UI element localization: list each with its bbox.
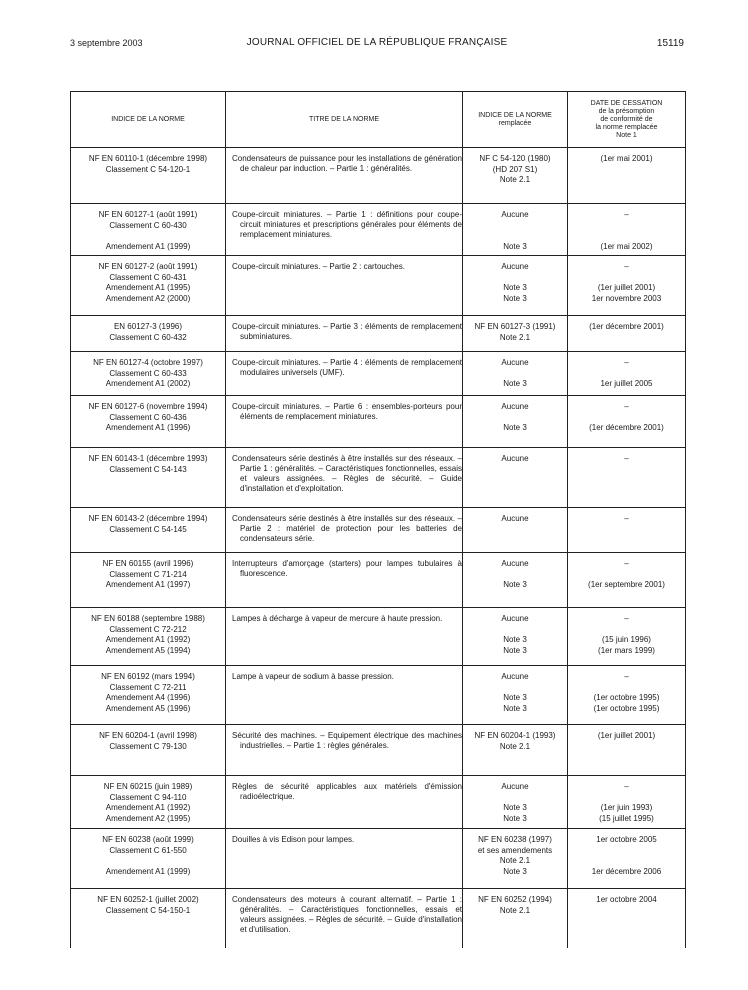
cell-line: (1er septembre 2001) [588, 580, 665, 589]
cell-line: NF EN 60238 (août 1999) [102, 835, 194, 844]
cell-line: Note 3 [503, 379, 527, 388]
cell-line: Aucune [501, 614, 529, 623]
cell-line: (1er décembre 2001) [589, 423, 664, 432]
th-titre [226, 92, 462, 147]
cell-line: Amendement A1 (1999) [105, 866, 191, 876]
cell-line: Note 3 [503, 293, 527, 303]
table-row [71, 724, 685, 775]
publication-date: 3 septembre 2003 [70, 38, 143, 48]
table-row [71, 888, 685, 948]
th-indice [71, 92, 225, 147]
header-label: remplacée [498, 119, 532, 127]
cell-line: (15 juin 1996) [602, 635, 651, 644]
cell-line: NF EN 60127-2 (août 1991) [98, 262, 198, 271]
cell-line: Classement C 60-436 [109, 412, 187, 422]
cell-titre [232, 154, 462, 174]
th-cessation [568, 92, 685, 147]
cell-line: Amendement A1 (1997) [105, 580, 191, 589]
cell-line: (1er mai 2002) [600, 241, 653, 251]
table-row [71, 147, 685, 203]
cell-line: Note 3 [503, 580, 527, 589]
cell-line: Aucune [501, 782, 529, 791]
cell-line: Classement C 54-143 [109, 464, 187, 474]
header-label: INDICE DE LA NORME [111, 115, 185, 123]
cell-line: Aucune [501, 402, 529, 411]
cell-line: 1er novembre 2003 [591, 293, 662, 303]
cell-line: Note 2.1 [499, 856, 531, 865]
cell-line: EN 60127-3 (1996) [113, 322, 183, 331]
cell-line: (15 juillet 1995) [599, 813, 654, 823]
cell-line: – [624, 262, 629, 271]
cell-line: Amendement A4 (1996) [105, 693, 191, 702]
cell-line: (HD 207 S1) [492, 164, 538, 174]
table-row [71, 665, 685, 724]
table-header [71, 92, 685, 147]
cell-titre [232, 835, 462, 845]
cell-line: – [624, 672, 629, 681]
cell-text: Coupe-circuit miniatures. – Partie 6 : ensembles-porteurs pour éléments de remplacement miniatures. [232, 402, 462, 421]
cell-text: Douilles à vis Edison pour lampes. [232, 835, 355, 844]
standards-table [70, 91, 686, 948]
cell-line: NF EN 60204-1 (1993) [474, 731, 556, 740]
cell-line: Note 3 [503, 283, 527, 292]
th-remplacee [463, 92, 567, 147]
cell-line: Classement C 94-110 [109, 792, 187, 802]
cell-line: Note 2.1 [499, 905, 531, 915]
cell-line: Note 3 [503, 866, 527, 876]
cell-line: NF EN 60155 (avril 1996) [102, 559, 194, 568]
cell-text: Lampes à décharge à vapeur de mercure à haute pression. [232, 614, 443, 623]
table-row [71, 203, 685, 255]
cell-line: NF EN 60192 (mars 1994) [101, 672, 195, 681]
cell-line: 1er octobre 2004 [596, 895, 657, 904]
cell-line: NF EN 60143-2 (décembre 1994) [88, 514, 208, 523]
cell-line: Amendement A1 (1992) [105, 635, 191, 644]
cell-line: Note 3 [503, 635, 527, 644]
cell-line: Classement C 54-145 [109, 524, 187, 534]
cell-line: – [624, 454, 629, 463]
cell-line: – [624, 614, 629, 623]
table-row [71, 255, 685, 315]
cell-text: Interrupteurs d'amorçage (starters) pour lampes tubulaires à fluorescence. [232, 559, 462, 578]
cell-titre [232, 895, 462, 935]
table-row [71, 315, 685, 351]
cell-line: NF EN 60127-3 (1991) [474, 322, 556, 331]
cell-line: Aucune [501, 514, 529, 523]
cell-line: Classement C 60-432 [109, 332, 187, 342]
table-row [71, 775, 685, 828]
cell-line: NF EN 60204-1 (avril 1998) [99, 731, 197, 740]
cell-line: (1er juillet 2001) [597, 731, 656, 740]
cell-titre [232, 358, 462, 378]
cell-line: Classement C 72-212 [109, 624, 187, 634]
cell-text: Coupe-circuit miniatures. – Partie 3 : éléments de remplacement subminiatures. [232, 322, 462, 341]
cell-line: Classement C 54-120-1 [105, 164, 191, 174]
cell-line: (1er mai 2001) [600, 154, 653, 163]
cell-line: Note 3 [503, 813, 527, 823]
cell-line: Note 2.1 [499, 332, 531, 342]
cell-line: Amendement A1 (1999) [105, 241, 191, 251]
cell-line: Note 3 [503, 703, 527, 713]
cell-line: Aucune [501, 454, 529, 463]
cell-line: Note 3 [503, 645, 527, 655]
cell-line: Aucune [501, 559, 529, 568]
cell-line: NF EN 60238 (1997) [478, 835, 552, 844]
cell-line: Note 3 [503, 241, 527, 251]
cell-titre [232, 454, 462, 494]
cell-titre [232, 402, 462, 422]
cell-line: (1er juin 1993) [600, 803, 653, 812]
header-label: Note 1 [616, 131, 637, 139]
cell-titre [232, 672, 462, 682]
table-row [71, 607, 685, 665]
cell-line: (1er mars 1999) [598, 645, 655, 655]
cell-line: Amendement A5 (1996) [105, 703, 191, 713]
table-row [71, 351, 685, 395]
cell-line: – [624, 358, 629, 367]
cell-line: – [624, 210, 629, 219]
cell-line: NF EN 60215 (juin 1989) [103, 782, 193, 791]
cell-line: et ses amendements [477, 845, 553, 855]
journal-title: JOURNAL OFFICIEL DE LA RÉPUBLIQUE FRANÇAISE [246, 37, 508, 48]
cell-line: Classement C 72-211 [109, 682, 187, 692]
cell-line: Classement C 61-550 [109, 845, 187, 855]
page-number: 15119 [656, 38, 684, 49]
table-row [71, 395, 685, 447]
cell-text: Condensateurs série destinés à être installés sur des réseaux. – Partie 1 : généralités. – Caractéristiques fonctionnelles, essais et valeurs assignées. – Règles de sécurité. – Guide d'installation et d'exploitation. [232, 454, 462, 493]
cell-line: NF EN 60188 (septembre 1988) [91, 614, 205, 623]
cell-line: NF EN 60143-1 (décembre 1993) [88, 454, 208, 463]
table-row [71, 507, 685, 552]
cell-titre [232, 514, 462, 544]
cell-line: Amendement A1 (2002) [105, 379, 191, 388]
cell-line: – [624, 514, 629, 523]
cell-line: NF EN 60127-6 (novembre 1994) [88, 402, 208, 411]
header-label: de conformité de [600, 115, 653, 123]
cell-line: 1er octobre 2005 [596, 835, 657, 844]
header-label: DATE DE CESSATION [590, 99, 663, 107]
cell-line: Amendement A2 (1995) [105, 813, 191, 823]
cell-line: Amendement A1 (1992) [105, 803, 191, 812]
cell-line: 1er décembre 2006 [591, 866, 662, 876]
cell-line: (1er décembre 2001) [589, 322, 664, 331]
cell-line: Aucune [501, 210, 529, 219]
cell-line: NF EN 60252-1 (juillet 2002) [97, 895, 199, 904]
cell-line: Amendement A2 (2000) [105, 293, 191, 303]
cell-text: Coupe-circuit miniatures. – Partie 4 : éléments de remplacement modulaires universels (UMF). [232, 358, 462, 377]
cell-line: Aucune [501, 358, 529, 367]
cell-line: (1er octobre 1995) [593, 693, 660, 702]
table-row [71, 828, 685, 888]
cell-text: Coupe-circuit miniatures. – Partie 2 : cartouches. [232, 262, 405, 271]
cell-line: Classement C 79-130 [109, 741, 187, 751]
cell-line: Note 2.1 [499, 741, 531, 751]
table-row [71, 447, 685, 507]
cell-line: NF EN 60252 (1994) [478, 895, 552, 904]
cell-line: Note 3 [503, 423, 527, 432]
cell-line: – [624, 782, 629, 791]
cell-line: NF C 54-120 (1980) [479, 154, 551, 163]
header-label: INDICE DE LA NORME [478, 111, 552, 119]
cell-titre [232, 559, 462, 579]
cell-line: Classement C 60-433 [109, 368, 187, 378]
running-header [70, 38, 684, 52]
cell-text: Condensateurs série destinés à être installés sur des réseaux. – Partie 2 : matériel de protection pour les batteries de condensateurs série. [232, 514, 462, 543]
table-row [71, 552, 685, 607]
cell-line: (1er octobre 1995) [593, 703, 660, 713]
cell-line: Classement C 60-430 [109, 220, 187, 230]
cell-line: (1er juillet 2001) [597, 283, 656, 292]
cell-text: Condensateurs de puissance pour les installations de génération de chaleur par induction. – Partie 1 : généralités. [232, 154, 462, 173]
cell-text: Condensateurs des moteurs à courant alternatif. – Partie 1 : généralités. – Caractéristiques fonctionnelles, essais et valeurs assignées. – Règles de sécurité. – Guide d'installation et d'utilisation. [232, 895, 462, 934]
cell-line: Aucune [501, 262, 529, 271]
cell-line: 1er juillet 2005 [600, 379, 653, 388]
cell-line: – [624, 559, 629, 568]
cell-line: Amendement A1 (1996) [105, 423, 191, 432]
cell-line: NF EN 60127-1 (août 1991) [98, 210, 198, 219]
cell-line: NF EN 60127-4 (octobre 1997) [93, 358, 203, 367]
cell-text: Sécurité des machines. – Equipement électrique des machines industrielles. – Partie 1 : règles générales. [232, 731, 462, 750]
cell-titre [232, 322, 462, 342]
cell-line: Note 2.1 [499, 175, 531, 184]
cell-text: Coupe-circuit miniatures. – Partie 1 : définitions pour coupe-circuit miniatures et prescriptions générales pour éléments de remplacement miniatures. [232, 210, 462, 239]
cell-line: – [624, 402, 629, 411]
cell-titre [232, 262, 462, 272]
cell-line: Classement C 71-214 [109, 569, 187, 579]
cell-titre [232, 731, 462, 751]
header-label: la norme remplacée [595, 123, 658, 131]
cell-titre [232, 782, 462, 802]
header-label: de la présomption [598, 107, 655, 115]
cell-line: Note 3 [503, 803, 527, 812]
cell-line: Note 3 [503, 693, 527, 702]
cell-line: Amendement A5 (1994) [105, 645, 191, 655]
header-label: TITRE DE LA NORME [308, 115, 379, 123]
cell-text: Lampe à vapeur de sodium à basse pression. [232, 672, 394, 681]
cell-line: Classement C 54-150-1 [105, 905, 191, 915]
cell-text: Règles de sécurité applicables aux matériels d'émission radioélectrique. [232, 782, 462, 801]
cell-line: Amendement A1 (1995) [105, 283, 191, 292]
cell-line: Classement C 60-431 [109, 272, 187, 282]
cell-titre [232, 614, 462, 624]
cell-line: Aucune [501, 672, 529, 681]
cell-line: NF EN 60110-1 (décembre 1998) [88, 154, 208, 163]
cell-titre [232, 210, 462, 240]
